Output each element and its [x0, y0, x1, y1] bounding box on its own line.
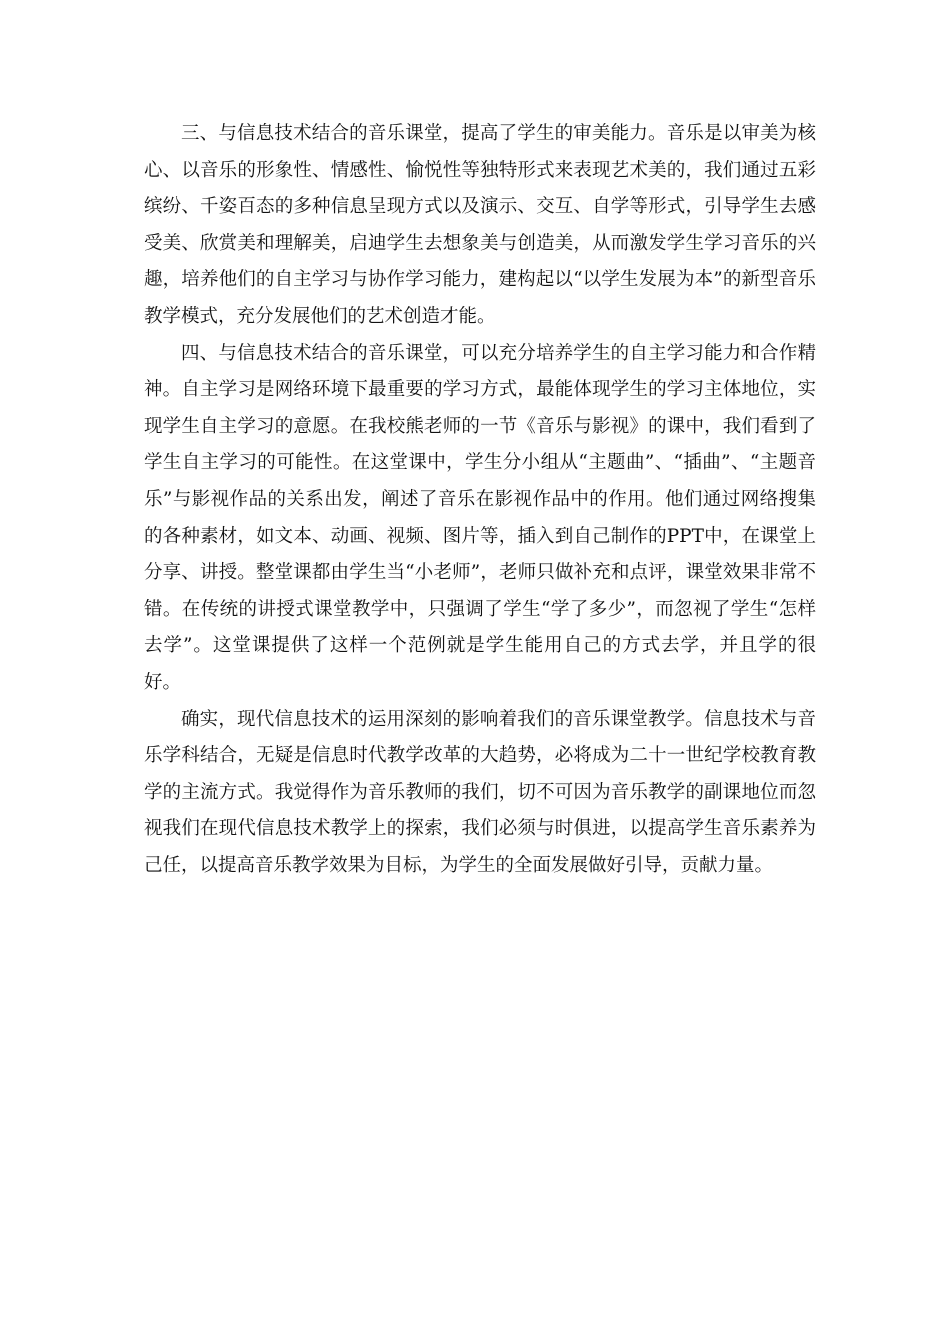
paragraph-autonomous-learning: 四、与信息技术结合的音乐课堂，可以充分培养学生的自主学习能力和合作精神。自主学习是网络环境下最重要的学习方式，最能体现学生的学习主体地位，实现学生自主学习的意愿。在我校熊老师的一节《音乐与影视》的课中，我们看到了学生自主学习的可能性。在这堂课中，学生分小组从“主题曲”、“插曲”、“主题音乐”与影视作品的关系出发，阐述了音乐在影视作品中的作用。他们通过网络搜集的各种素材，如文本、动画、视频、图片等，插入到自己制作的PPT中，在课堂上分享、讲授。整堂课都由学生当“小老师”，老师只做补充和点评，课堂效果非常不错。在传统的讲授式课堂教学中，只强调了学生“学了多少”，而忽视了学生“怎样去学”。这堂课提供了这样一个范例就是学生能用自己的方式去学，并且学的很好。: [144, 342, 816, 693]
paragraph-aesthetic-ability: 三、与信息技术结合的音乐课堂，提高了学生的审美能力。音乐是以审美为核心、以音乐的形象性、情感性、愉悦性等独特形式来表现艺术美的，我们通过五彩缤纷、千姿百态的多种信息呈现方式以及演示、交互、自学等形式，引导学生去感受美、欣赏美和理解美，启迪学生去想象美与创造美，从而激发学生学习音乐的兴趣，培养他们的自主学习与协作学习能力，建构起以“以学生发展为本”的新型音乐教学模式，充分发展他们的艺术创造才能。: [144, 123, 816, 327]
document-body: [144, 116, 816, 884]
paragraph-conclusion: 确实，现代信息技术的运用深刻的影响着我们的音乐课堂教学。信息技术与音乐学科结合，无疑是信息时代教学改革的大趋势，必将成为二十一世纪学校教育教学的主流方式。我觉得作为音乐教师的我们，切不可因为音乐教学的副课地位而忽视我们在现代信息技术教学上的探索，我们必须与时俱进，以提高学生音乐素养为己任，以提高音乐教学效果为目标，为学生的全面发展做好引导，贡献力量。: [144, 708, 816, 876]
